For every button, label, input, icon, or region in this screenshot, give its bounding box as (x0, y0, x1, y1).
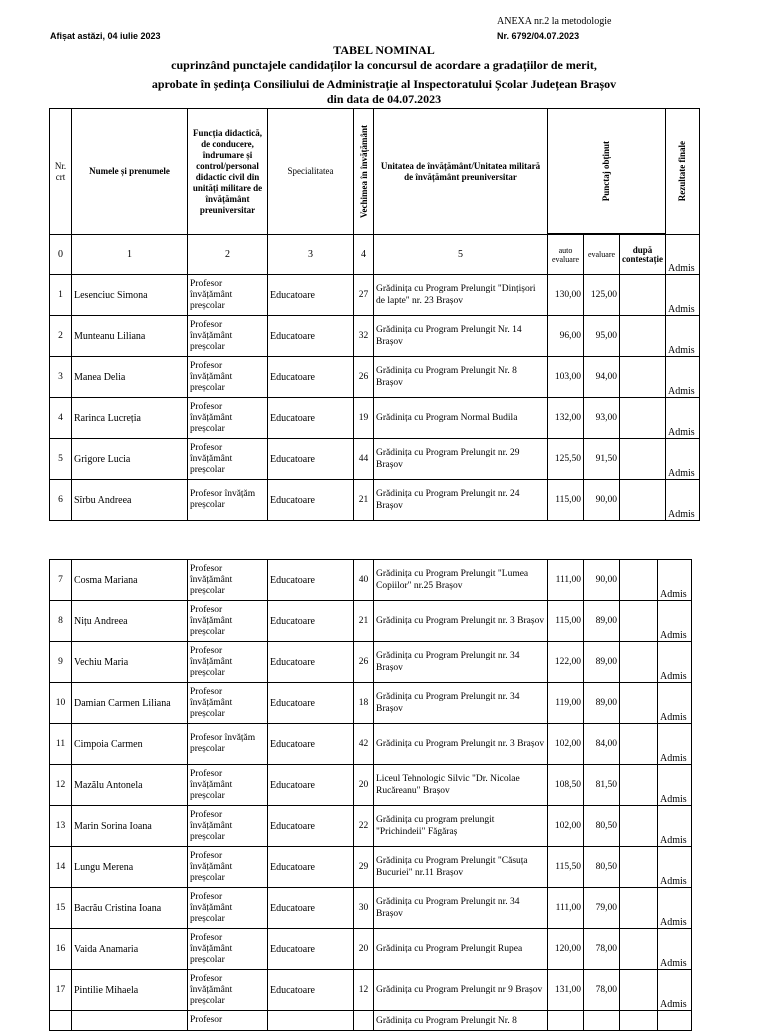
candidate-name: Marin Sorina Ioana (72, 806, 188, 847)
row-nr: 13 (50, 806, 72, 847)
row-nr: 14 (50, 847, 72, 888)
table-row (50, 642, 692, 683)
candidate-unit: Grădinița cu Program Prelungit nr. 29 Brașov (374, 439, 548, 480)
candidate-function: Profesor învățământ preșcolar (188, 275, 268, 316)
table-row (50, 275, 700, 316)
col-results-label: Rezultate finale (677, 141, 688, 202)
candidate-unit: Grădinița cu Program Prelungit "Lumea Copiilor" nr.25 Brașov (374, 560, 548, 601)
candidate-name: Bacrău Cristina Ioana (72, 888, 188, 929)
score-after (620, 480, 666, 521)
score-eval: 84,00 (584, 724, 620, 765)
final-result: Admis (665, 480, 699, 521)
score-auto: 102,00 (548, 724, 584, 765)
score-auto: 96,00 (548, 316, 584, 357)
score-auto: 111,00 (548, 888, 584, 929)
candidate-seniority: 19 (354, 398, 374, 439)
candidate-function: Profesor învățăm preșcolar (188, 724, 268, 765)
candidate-unit: Grădinița cu Program Prelungit nr. 34 Brașov (374, 642, 548, 683)
candidate-specialty: Educatoare (268, 439, 354, 480)
candidate-name: Manea Delia (72, 357, 188, 398)
score-auto: 102,00 (548, 806, 584, 847)
candidate-name: Cimpoia Carmen (72, 724, 188, 765)
table-row (50, 560, 692, 601)
candidate-unit: Grădinița cu Program Prelungit nr. 34 Brașov (374, 683, 548, 724)
score-eval: 80,50 (584, 847, 620, 888)
score-eval: 125,00 (584, 275, 620, 316)
score-eval: 90,00 (584, 560, 620, 601)
final-result: Admis (658, 601, 692, 642)
row-nr: 11 (50, 724, 72, 765)
candidate-specialty: Educatoare (268, 398, 354, 439)
candidate-seniority: 21 (354, 480, 374, 521)
candidate-name: Cosma Mariana (72, 560, 188, 601)
candidate-unit: Grădinița cu Program Prelungit "Dințișori de lapte" nr. 23 Brașov (374, 275, 548, 316)
col-nr: Nr. crt (50, 109, 72, 235)
candidate-unit: Grădinița cu Program Prelungit nr. 3 Brașov (374, 724, 548, 765)
candidate-seniority: 40 (354, 560, 374, 601)
candidate-seniority: 29 (354, 847, 374, 888)
candidate-function: Profesor învățăm preșcolar (188, 480, 268, 521)
final-result: Admis (658, 806, 692, 847)
table-row (50, 357, 700, 398)
candidate-seniority: 20 (354, 765, 374, 806)
score-after (620, 970, 658, 1011)
candidate-unit: Grădinița cu Program Prelungit Nr. 8 Brașov (374, 357, 548, 398)
candidate-name: Rarinca Lucreția (72, 398, 188, 439)
score-auto: 103,00 (548, 357, 584, 398)
score-eval: 89,00 (584, 683, 620, 724)
row-nr: 1 (50, 275, 72, 316)
candidate-seniority: 26 (354, 642, 374, 683)
col-points-label: Punctaj obținut (601, 140, 612, 202)
candidate-seniority: 18 (354, 683, 374, 724)
candidate-specialty: Educatoare (268, 806, 354, 847)
score-eval: 81,50 (584, 765, 620, 806)
table-row (50, 765, 692, 806)
candidate-name: Nițu Andreea (72, 601, 188, 642)
row-nr: 15 (50, 888, 72, 929)
index-result: Admis (665, 235, 699, 275)
candidate-unit: Grădinița cu Program Prelungit Rupea (374, 929, 548, 970)
candidate-function: Profesor învățământ preșcolar (188, 888, 268, 929)
col-unit: Unitatea de învățământ/Unitatea militară de învățământ preuniversitar (374, 109, 548, 235)
document-subtitle-3: din data de 04.07.2023 (326, 92, 442, 106)
candidate-specialty: Educatoare (268, 683, 354, 724)
col-seniority (354, 109, 374, 235)
col-specialty: Specialitatea (268, 109, 354, 235)
score-eval: 79,00 (584, 888, 620, 929)
score-eval: 80,50 (584, 806, 620, 847)
candidate-name: Munteanu Liliana (72, 316, 188, 357)
score-after (620, 439, 666, 480)
candidate-name: Lungu Merena (72, 847, 188, 888)
candidate-unit: Grădinița cu Program Prelungit nr. 34 Brașov (374, 888, 548, 929)
row-nr: 17 (50, 970, 72, 1011)
candidate-name: Damian Carmen Liliana (72, 683, 188, 724)
row-nr: 6 (50, 480, 72, 521)
candidate-specialty: Educatoare (268, 929, 354, 970)
candidate-name: Lesenciuc Simona (72, 275, 188, 316)
candidate-function: Profesor învățământ preșcolar (188, 560, 268, 601)
score-after (620, 724, 658, 765)
final-result: Admis (658, 888, 692, 929)
score-auto: 125,50 (548, 439, 584, 480)
candidate-unit: Grădinița cu Program Prelungit nr 9 Brașov (374, 970, 548, 1011)
score-eval: 78,00 (584, 970, 620, 1011)
candidate-specialty: Educatoare (268, 765, 354, 806)
score-auto: 132,00 (548, 398, 584, 439)
score-after (620, 642, 658, 683)
score-eval: 95,00 (584, 316, 620, 357)
table-row (50, 439, 700, 480)
annex-label: ANEXA nr.2 la metodologie (497, 16, 612, 27)
final-result: Admis (665, 439, 699, 480)
subcol-eval: evaluare (584, 235, 620, 275)
candidate-seniority: 26 (354, 357, 374, 398)
candidates-table-page1 (49, 108, 700, 521)
candidate-specialty: Educatoare (268, 970, 354, 1011)
col-points (548, 109, 666, 234)
candidate-seniority: 20 (354, 929, 374, 970)
score-after (620, 806, 658, 847)
row-nr: 16 (50, 929, 72, 970)
candidate-specialty: Educatoare (268, 357, 354, 398)
candidate-seniority: 27 (354, 275, 374, 316)
final-result: Admis (658, 970, 692, 1011)
row-nr: 9 (50, 642, 72, 683)
row-nr: 10 (50, 683, 72, 724)
row-nr: 12 (50, 765, 72, 806)
col-seniority-label: Vechimea în învățământ (358, 124, 369, 219)
table-row (50, 970, 692, 1011)
partial-row: Profesor Grădinița cu Program Prelungit Nr. 8 (50, 1011, 692, 1031)
document-subtitle-2: aprobate în ședința Consiliului de Administrație al Inspectoratului Școlar Județean Brașov (151, 77, 617, 91)
col-function: Funcția didactică, de conducere, îndrumare și control/personal didactic civil din unități militare de învățământ preuniversitar (188, 109, 268, 235)
row-nr: 2 (50, 316, 72, 357)
candidate-name: Mazălu Antonela (72, 765, 188, 806)
candidate-function: Profesor învățământ preșcolar (188, 970, 268, 1011)
final-result: Admis (665, 275, 699, 316)
candidate-function: Profesor învățământ preșcolar (188, 398, 268, 439)
candidate-specialty: Educatoare (268, 601, 354, 642)
score-eval: 89,00 (584, 642, 620, 683)
row-nr: 5 (50, 439, 72, 480)
final-result: Admis (665, 316, 699, 357)
score-auto: 115,00 (548, 601, 584, 642)
candidate-specialty: Educatoare (268, 847, 354, 888)
score-after (620, 275, 666, 316)
candidate-unit: Grădinița cu Program Prelungit Nr. 14 Brașov (374, 316, 548, 357)
row-nr: 7 (50, 560, 72, 601)
score-auto: 131,00 (548, 970, 584, 1011)
table-row (50, 888, 692, 929)
score-eval: 89,00 (584, 601, 620, 642)
score-eval: 78,00 (584, 929, 620, 970)
candidate-name: Pintilie Mihaela (72, 970, 188, 1011)
index-row: 0 1 2 3 4 5 auto evaluare evaluare după contestație Admis (50, 235, 700, 275)
score-after (620, 357, 666, 398)
candidate-function: Profesor învățământ preșcolar (188, 439, 268, 480)
candidates-table-page2 (49, 559, 692, 1031)
candidate-unit: Grădinița cu Program Prelungit nr. 3 Brașov (374, 601, 548, 642)
score-after (620, 847, 658, 888)
score-eval: 90,00 (584, 480, 620, 521)
score-after (620, 398, 666, 439)
score-after (620, 888, 658, 929)
candidate-name: Sîrbu Andreea (72, 480, 188, 521)
candidate-seniority: 44 (354, 439, 374, 480)
score-after (620, 601, 658, 642)
score-auto: 111,00 (548, 560, 584, 601)
candidate-function: Profesor învățământ preșcolar (188, 847, 268, 888)
score-after (620, 929, 658, 970)
col-name: Numele și prenumele (72, 109, 188, 235)
final-result: Admis (658, 847, 692, 888)
candidate-seniority: 12 (354, 970, 374, 1011)
candidate-function: Profesor învățământ preșcolar (188, 929, 268, 970)
score-eval: 93,00 (584, 398, 620, 439)
document-subtitle-1: cuprinzând punctajele candidaților la concursul de acordare a gradațiilor de merit, (171, 58, 597, 72)
score-auto: 130,00 (548, 275, 584, 316)
candidate-unit: Grădinița cu program prelungit "Prichindeii" Făgăraș (374, 806, 548, 847)
candidate-seniority: 22 (354, 806, 374, 847)
score-after (620, 316, 666, 357)
final-result: Admis (665, 357, 699, 398)
table-row (50, 398, 700, 439)
row-nr: 4 (50, 398, 72, 439)
candidate-unit: Liceul Tehnologic Silvic "Dr. Nicolae Rucăreanu" Brașov (374, 765, 548, 806)
table-row (50, 724, 692, 765)
final-result: Admis (658, 929, 692, 970)
header-row (50, 109, 700, 234)
score-auto: 122,00 (548, 642, 584, 683)
row-nr: 3 (50, 357, 72, 398)
candidate-seniority: 42 (354, 724, 374, 765)
candidate-unit: Grădinița cu Program Prelungit nr. 24 Brașov (374, 480, 548, 521)
score-after (620, 765, 658, 806)
candidate-specialty: Educatoare (268, 316, 354, 357)
posted-date: Afișat astăzi, 04 iulie 2023 (50, 31, 161, 41)
candidate-seniority: 32 (354, 316, 374, 357)
table-row (50, 806, 692, 847)
score-auto: 115,50 (548, 847, 584, 888)
score-after (620, 683, 658, 724)
score-eval: 94,00 (584, 357, 620, 398)
table-row (50, 601, 692, 642)
candidate-name: Vechiu Maria (72, 642, 188, 683)
candidate-specialty: Educatoare (268, 275, 354, 316)
candidate-function: Profesor învățământ preșcolar (188, 601, 268, 642)
row-nr: 8 (50, 601, 72, 642)
candidate-unit: Grădinița cu Program Prelungit "Căsuța Bucuriei" nr.11 Brașov (374, 847, 548, 888)
candidate-function: Profesor învățământ preșcolar (188, 683, 268, 724)
score-eval: 91,50 (584, 439, 620, 480)
candidate-function: Profesor învățământ preșcolar (188, 316, 268, 357)
reference-number: Nr. 6792/04.07.2023 (497, 31, 580, 41)
candidate-function: Profesor învățământ preșcolar (188, 765, 268, 806)
final-result: Admis (658, 683, 692, 724)
candidate-specialty: Educatoare (268, 560, 354, 601)
final-result: Admis (658, 724, 692, 765)
candidate-seniority: 30 (354, 888, 374, 929)
final-result: Admis (665, 398, 699, 439)
subcol-auto: auto evaluare (548, 235, 584, 275)
col-results (665, 109, 699, 235)
candidate-specialty: Educatoare (268, 642, 354, 683)
subcol-after: după contestație (620, 235, 666, 275)
candidate-function: Profesor învățământ preșcolar (188, 642, 268, 683)
candidate-unit: Grădinița cu Program Normal Budila (374, 398, 548, 439)
score-auto: 108,50 (548, 765, 584, 806)
final-result: Admis (658, 765, 692, 806)
table-row (50, 480, 700, 521)
candidate-specialty: Educatoare (268, 724, 354, 765)
table-row (50, 683, 692, 724)
candidate-seniority: 21 (354, 601, 374, 642)
candidate-function: Profesor învățământ preșcolar (188, 806, 268, 847)
final-result: Admis (658, 642, 692, 683)
score-auto: 120,00 (548, 929, 584, 970)
table-row (50, 929, 692, 970)
candidate-name: Grigore Lucia (72, 439, 188, 480)
candidate-function: Profesor învățământ preșcolar (188, 357, 268, 398)
candidate-name: Vaida Anamaria (72, 929, 188, 970)
final-result: Admis (658, 560, 692, 601)
table-row (50, 316, 700, 357)
score-after (620, 560, 658, 601)
document-title: TABEL NOMINAL (333, 43, 435, 57)
candidate-specialty: Educatoare (268, 480, 354, 521)
table-row (50, 847, 692, 888)
score-auto: 119,00 (548, 683, 584, 724)
score-auto: 115,00 (548, 480, 584, 521)
candidate-specialty: Educatoare (268, 888, 354, 929)
